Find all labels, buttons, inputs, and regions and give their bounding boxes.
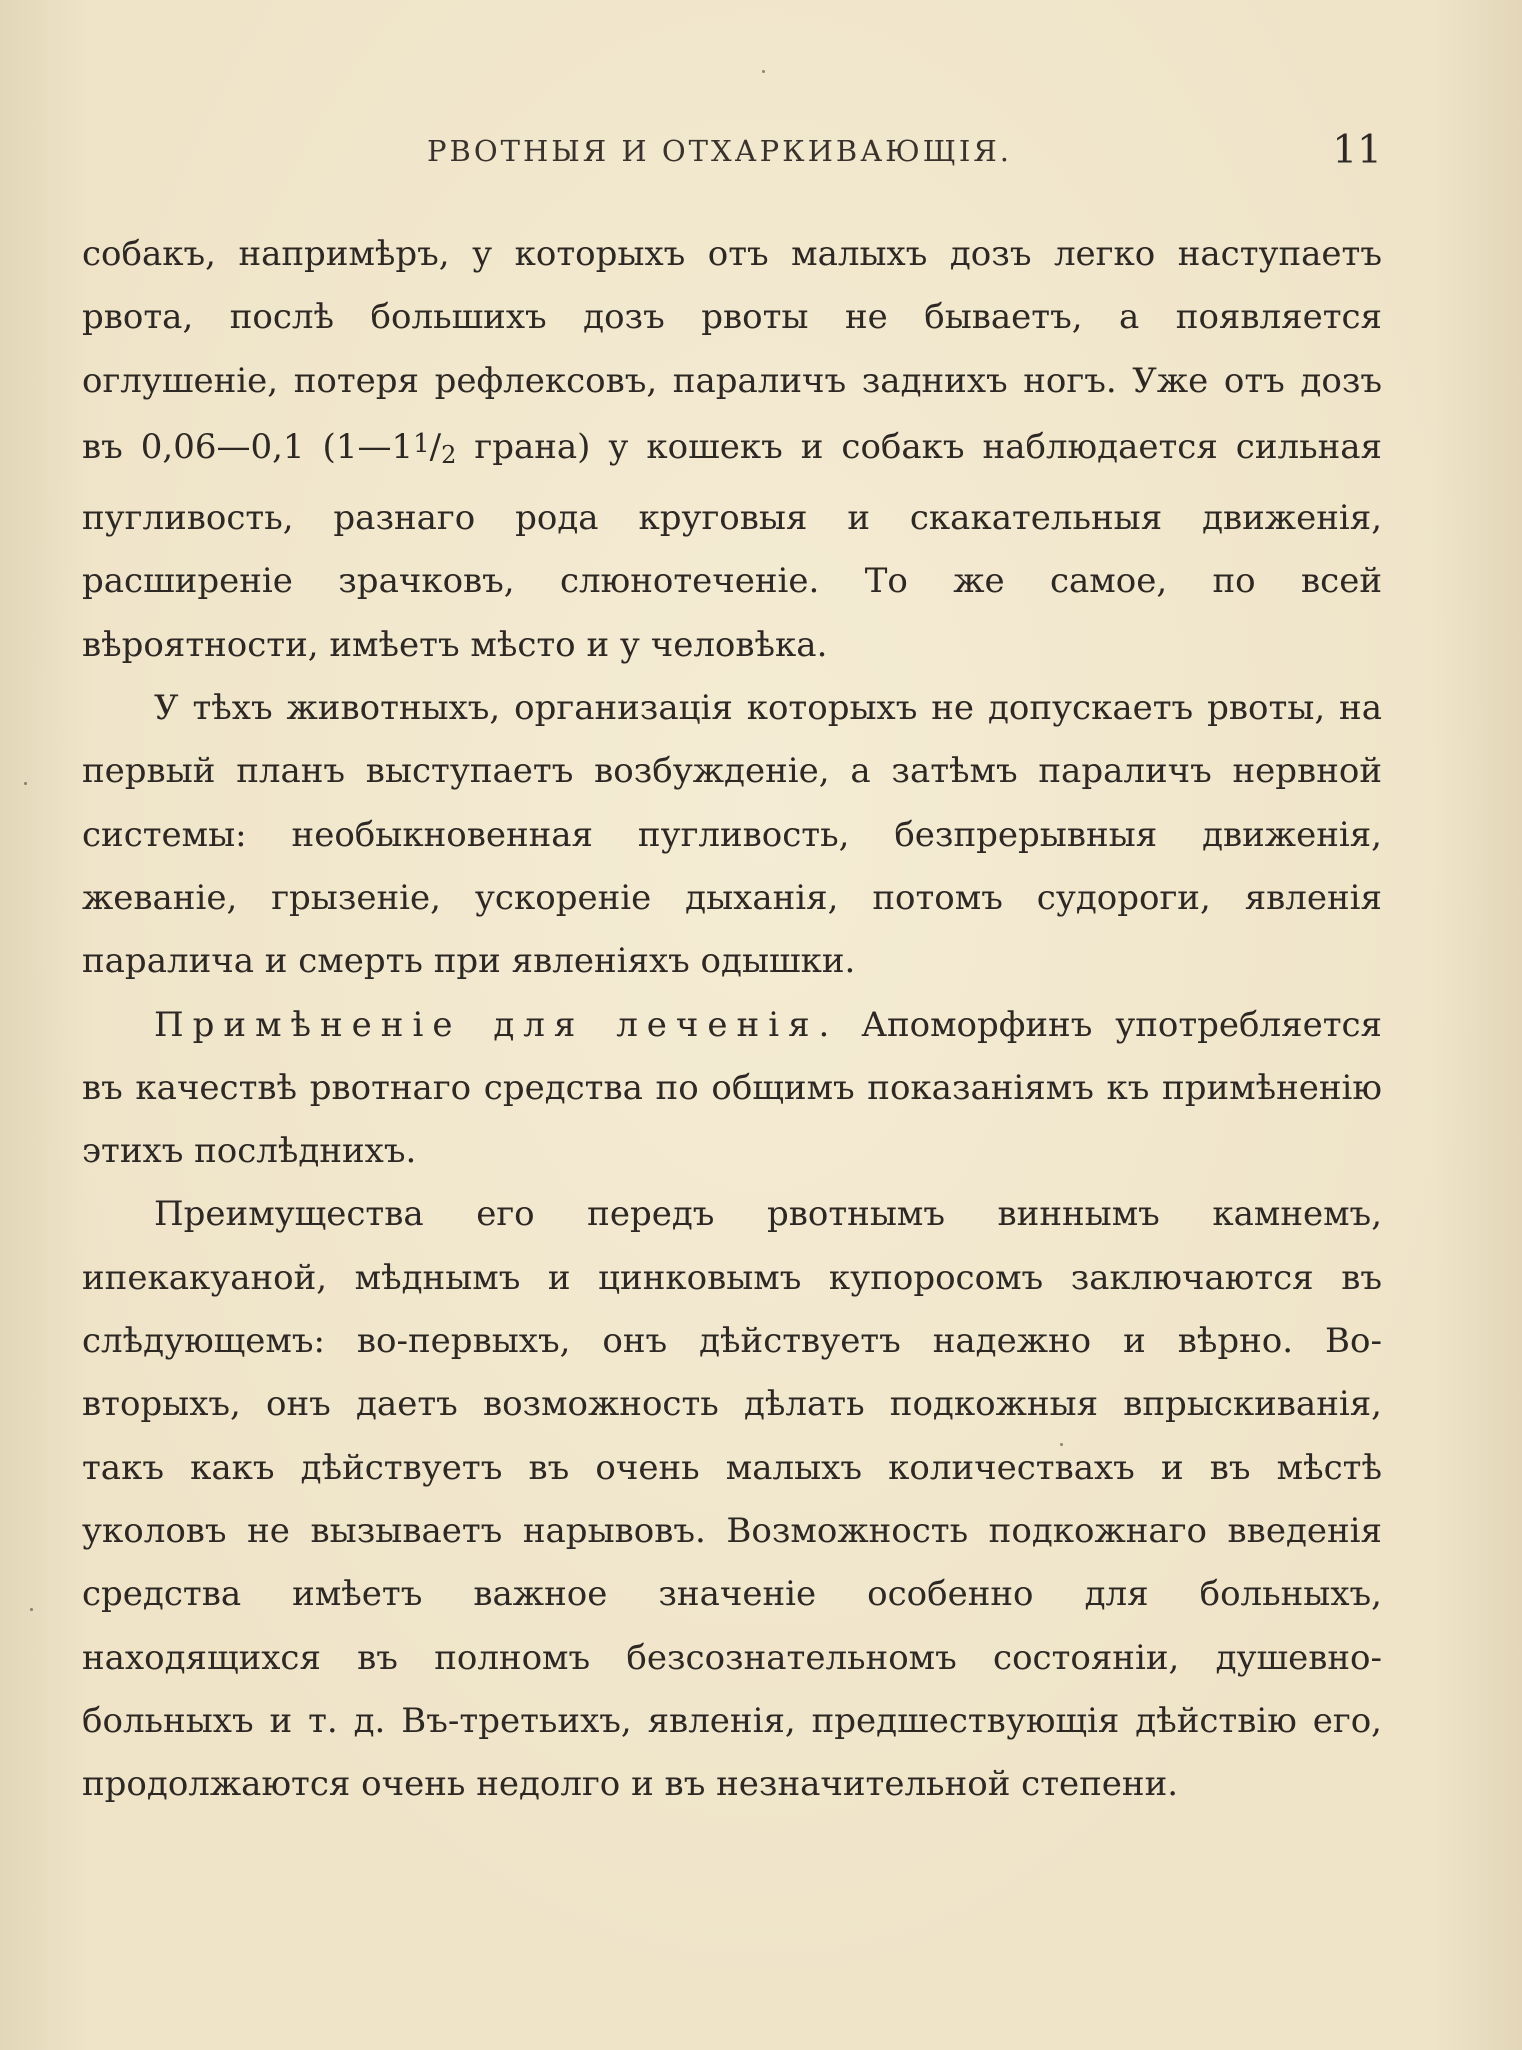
paragraph-4: Преимущества его передъ рвотнымъ виннымъ камнемъ, ипекакуаной, мѣднымъ и цинковымъ купоросомъ заключаются въ слѣдующемъ: во-первыхъ, онъ дѣйствуетъ надежно и вѣрно. Во-вторыхъ, онъ даетъ возможность дѣлать подкожныя впрыскиванія, такъ какъ дѣйствуетъ въ очень малыхъ количествахъ и въ мѣстѣ уколовъ не вызываетъ нарывовъ. Возможность подкожнаго введенія средства имѣетъ важное значеніе особенно для больныхъ, находящихся въ полномъ безсознательномъ состояніи, душевно-больныхъ и т. д. Въ-третьихъ, явленія, предшествующія дѣйствію его, продолжаются очень недолго и въ незначительной степени. bbox=[82, 1194, 1382, 1805]
paragraph-3-text: Апоморфинъ употребляется въ качествѣ рвотнаго средства по общимъ показаніямъ къ примѣненію этихъ послѣднихъ. bbox=[82, 1004, 1382, 1172]
fraction-denominator: 2 bbox=[441, 440, 457, 469]
running-title: РВОТНЫЯ И ОТХАРКИВАЮЩІЯ. bbox=[427, 134, 1012, 168]
paper-speck bbox=[762, 70, 765, 73]
section-heading-inline: Примѣненіе для леченія. bbox=[154, 1004, 839, 1045]
body-text bbox=[82, 223, 1382, 1816]
fraction-separator: / bbox=[429, 426, 442, 467]
paragraph-1-text-a: собакъ, напримѣръ, у которыхъ отъ малыхъ дозъ легко наступаетъ рвота, послѣ большихъ дозъ рвоты не бываетъ, а появляется оглушеніе, потеря рефлексовъ, параличъ заднихъ ногъ. Уже отъ дозъ въ 0,06—0,1 (1—1 bbox=[82, 234, 1382, 467]
paper-speck bbox=[1060, 1443, 1063, 1446]
page-header bbox=[82, 128, 1382, 178]
paragraph-2: У тѣхъ животныхъ, организація которыхъ не допускаетъ рвоты, на первый планъ выступаетъ возбужденіе, а затѣмъ параличъ нервной системы: необыкновенная пугливость, безпрерывныя движенія, жеваніе, грызеніе, ускореніе дыханія, потомъ судороги, явленія паралича и смерть при явленіяхъ одышки. bbox=[82, 688, 1382, 982]
paragraph-3 bbox=[82, 994, 1382, 1184]
fraction-numerator: 1 bbox=[413, 428, 430, 459]
paper-speck bbox=[30, 1608, 33, 1611]
paragraph-1-text-b: грана) у кошекъ и собакъ наблюдается сильная пугливость, разнаго рода круговыя и скакательныя движенія, расширеніе зрачковъ, слюнотеченіе. То же самое, по всей вѣроятности, имѣетъ мѣсто и у человѣка. bbox=[82, 426, 1382, 665]
paragraph-1 bbox=[82, 223, 1382, 677]
page-number: 11 bbox=[1332, 128, 1382, 173]
paper-speck bbox=[24, 782, 27, 785]
